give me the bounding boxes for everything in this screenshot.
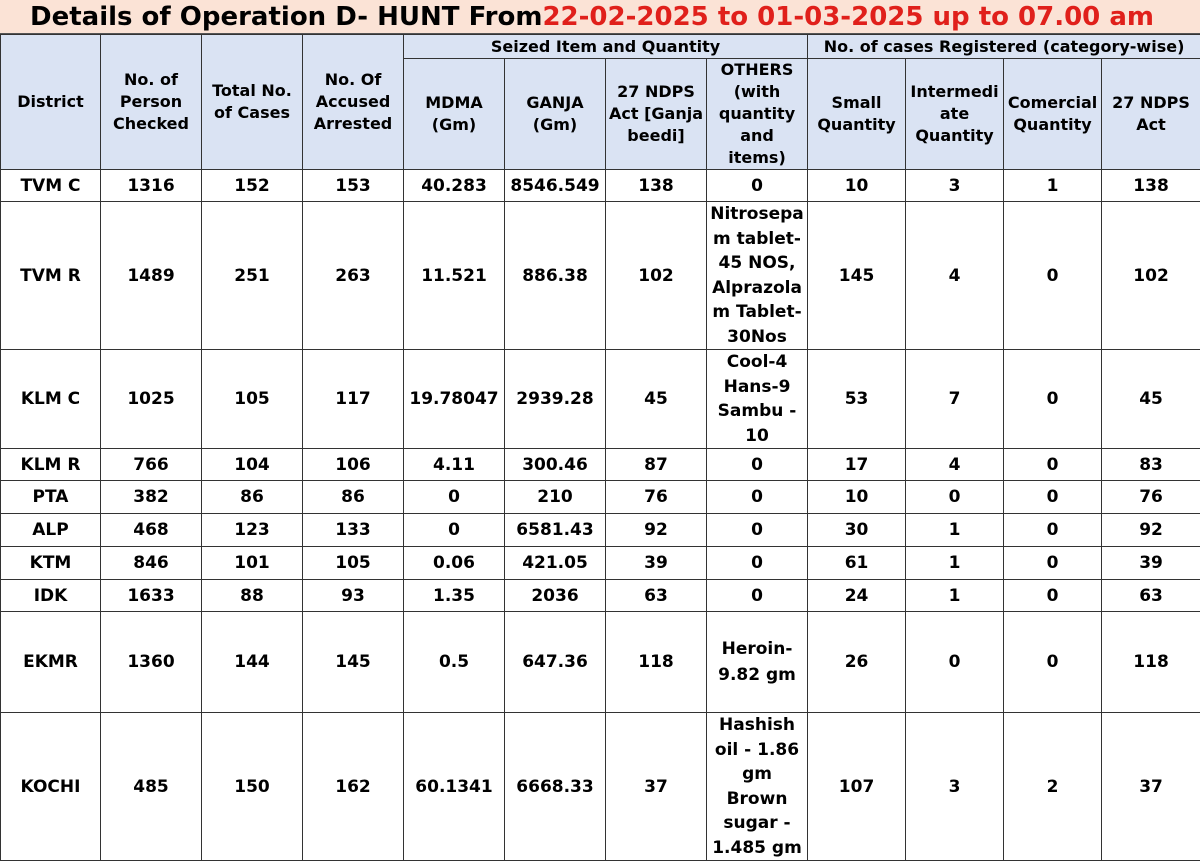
cell-others: Cool-4 Hans-9 Sambu - 10 xyxy=(707,350,808,449)
cell-others: 0 xyxy=(707,481,808,514)
cell-ganja: 6581.43 xyxy=(505,514,606,547)
cell-small: 30 xyxy=(808,514,906,547)
cell-intermediate: 1 xyxy=(906,547,1004,580)
cell-district: PTA xyxy=(1,481,101,514)
cell-commercial: 0 xyxy=(1004,449,1102,481)
cell-commercial: 1 xyxy=(1004,170,1102,202)
cell-ndps: 76 xyxy=(1102,481,1200,514)
cell-beedi: 138 xyxy=(606,170,707,202)
cell-district: KLM C xyxy=(1,350,101,449)
cell-beedi: 37 xyxy=(606,713,707,861)
table-row xyxy=(1,514,1200,547)
cell-mdma: 0.06 xyxy=(404,547,505,580)
table-row xyxy=(1,580,1200,612)
report-title xyxy=(0,0,1200,34)
cell-intermediate: 0 xyxy=(906,481,1004,514)
cell-mdma: 0 xyxy=(404,514,505,547)
cell-persons: 1316 xyxy=(101,170,202,202)
cell-arrested: 93 xyxy=(303,580,404,612)
cell-district: EKMR xyxy=(1,612,101,713)
cell-others: Hashish oil - 1.86 gm Brown sugar - 1.485 gm xyxy=(707,713,808,861)
cell-cases: 150 xyxy=(202,713,303,861)
cell-small: 10 xyxy=(808,170,906,202)
cell-beedi: 63 xyxy=(606,580,707,612)
cell-persons: 1633 xyxy=(101,580,202,612)
cell-persons: 468 xyxy=(101,514,202,547)
cell-arrested: 133 xyxy=(303,514,404,547)
cell-small: 107 xyxy=(808,713,906,861)
cell-arrested: 263 xyxy=(303,202,404,350)
cell-intermediate: 4 xyxy=(906,202,1004,350)
table-row xyxy=(1,481,1200,514)
cell-mdma: 4.11 xyxy=(404,449,505,481)
cell-mdma: 40.283 xyxy=(404,170,505,202)
cell-commercial: 2 xyxy=(1004,713,1102,861)
cell-ganja: 886.38 xyxy=(505,202,606,350)
cell-ndps: 83 xyxy=(1102,449,1200,481)
cell-beedi: 92 xyxy=(606,514,707,547)
cell-commercial: 0 xyxy=(1004,547,1102,580)
cell-small: 61 xyxy=(808,547,906,580)
cell-intermediate: 3 xyxy=(906,713,1004,861)
cell-cases: 144 xyxy=(202,612,303,713)
cell-district: KTM xyxy=(1,547,101,580)
cell-cases: 105 xyxy=(202,350,303,449)
cell-ganja: 421.05 xyxy=(505,547,606,580)
cell-intermediate: 4 xyxy=(906,449,1004,481)
header-cases-group: No. of cases Registered (category-wise) xyxy=(808,35,1200,59)
cell-others: Nitrosepa m tablet- 45 NOS, Alprazola m Tablet- 30Nos xyxy=(707,202,808,350)
table-row xyxy=(1,612,1200,713)
cell-ganja: 8546.549 xyxy=(505,170,606,202)
cell-beedi: 118 xyxy=(606,612,707,713)
cell-ndps: 39 xyxy=(1102,547,1200,580)
cell-ndps: 138 xyxy=(1102,170,1200,202)
cell-intermediate: 3 xyxy=(906,170,1004,202)
cell-arrested: 162 xyxy=(303,713,404,861)
cell-ndps: 45 xyxy=(1102,350,1200,449)
cell-commercial: 0 xyxy=(1004,514,1102,547)
cell-cases: 251 xyxy=(202,202,303,350)
cell-arrested: 86 xyxy=(303,481,404,514)
header-commercial: Comercial Quantity xyxy=(1004,59,1102,170)
cell-commercial: 0 xyxy=(1004,202,1102,350)
cell-others: 0 xyxy=(707,580,808,612)
table-row xyxy=(1,713,1200,861)
header-intermediate: Intermedi ate Quantity xyxy=(906,59,1004,170)
cell-ganja: 300.46 xyxy=(505,449,606,481)
cell-ganja: 2036 xyxy=(505,580,606,612)
cell-small: 24 xyxy=(808,580,906,612)
cell-beedi: 76 xyxy=(606,481,707,514)
header-persons-checked: No. of Person Checked xyxy=(101,35,202,170)
cell-district: ALP xyxy=(1,514,101,547)
cell-persons: 485 xyxy=(101,713,202,861)
cell-commercial: 0 xyxy=(1004,350,1102,449)
cell-cases: 101 xyxy=(202,547,303,580)
cell-cases: 104 xyxy=(202,449,303,481)
table-row xyxy=(1,547,1200,580)
cell-district: IDK xyxy=(1,580,101,612)
cell-mdma: 0.5 xyxy=(404,612,505,713)
cell-beedi: 45 xyxy=(606,350,707,449)
header-ndps-act: 27 NDPS Act xyxy=(1102,59,1200,170)
cell-small: 53 xyxy=(808,350,906,449)
cell-arrested: 117 xyxy=(303,350,404,449)
cell-cases: 123 xyxy=(202,514,303,547)
cell-ganja: 647.36 xyxy=(505,612,606,713)
header-small: Small Quantity xyxy=(808,59,906,170)
cell-cases: 86 xyxy=(202,481,303,514)
header-accused-arrested: No. Of Accused Arrested xyxy=(303,35,404,170)
table-row xyxy=(1,202,1200,350)
cell-ndps: 92 xyxy=(1102,514,1200,547)
cell-others: 0 xyxy=(707,170,808,202)
header-seized-group: Seized Item and Quantity xyxy=(404,35,808,59)
header-ndps-beedi: 27 NDPS Act [Ganja beedi] xyxy=(606,59,707,170)
header-others: OTHERS (with quantity and items) xyxy=(707,59,808,170)
cell-others: 0 xyxy=(707,449,808,481)
cell-small: 10 xyxy=(808,481,906,514)
cell-arrested: 145 xyxy=(303,612,404,713)
cell-mdma: 19.78047 xyxy=(404,350,505,449)
cell-ganja: 210 xyxy=(505,481,606,514)
cell-small: 17 xyxy=(808,449,906,481)
cell-ganja: 2939.28 xyxy=(505,350,606,449)
header-ganja: GANJA (Gm) xyxy=(505,59,606,170)
cell-beedi: 102 xyxy=(606,202,707,350)
cell-commercial: 0 xyxy=(1004,580,1102,612)
table-row xyxy=(1,170,1200,202)
cell-cases: 152 xyxy=(202,170,303,202)
cell-persons: 382 xyxy=(101,481,202,514)
cell-ndps: 37 xyxy=(1102,713,1200,861)
header-district: District xyxy=(1,35,101,170)
cell-mdma: 0 xyxy=(404,481,505,514)
cell-commercial: 0 xyxy=(1004,481,1102,514)
cell-mdma: 1.35 xyxy=(404,580,505,612)
cell-others: 0 xyxy=(707,547,808,580)
cell-mdma: 60.1341 xyxy=(404,713,505,861)
cell-persons: 1025 xyxy=(101,350,202,449)
cell-commercial: 0 xyxy=(1004,612,1102,713)
operation-table xyxy=(0,34,1200,861)
cell-district: TVM R xyxy=(1,202,101,350)
cell-small: 26 xyxy=(808,612,906,713)
title-date-range: 22-02-2025 to 01-03-2025 up to 07.00 am xyxy=(542,2,1154,32)
header-total-cases: Total No. of Cases xyxy=(202,35,303,170)
cell-persons: 1360 xyxy=(101,612,202,713)
header-mdma: MDMA (Gm) xyxy=(404,59,505,170)
cell-arrested: 153 xyxy=(303,170,404,202)
cell-intermediate: 1 xyxy=(906,580,1004,612)
cell-intermediate: 7 xyxy=(906,350,1004,449)
cell-beedi: 87 xyxy=(606,449,707,481)
cell-cases: 88 xyxy=(202,580,303,612)
cell-district: TVM C xyxy=(1,170,101,202)
cell-district: KLM R xyxy=(1,449,101,481)
cell-ndps: 118 xyxy=(1102,612,1200,713)
cell-arrested: 105 xyxy=(303,547,404,580)
cell-others: 0 xyxy=(707,514,808,547)
cell-ganja: 6668.33 xyxy=(505,713,606,861)
cell-small: 145 xyxy=(808,202,906,350)
cell-ndps: 63 xyxy=(1102,580,1200,612)
cell-district: KOCHI xyxy=(1,713,101,861)
title-prefix: Details of Operation D- HUNT From xyxy=(30,2,542,32)
cell-intermediate: 1 xyxy=(906,514,1004,547)
cell-arrested: 106 xyxy=(303,449,404,481)
table-row xyxy=(1,449,1200,481)
cell-beedi: 39 xyxy=(606,547,707,580)
cell-mdma: 11.521 xyxy=(404,202,505,350)
cell-intermediate: 0 xyxy=(906,612,1004,713)
cell-persons: 766 xyxy=(101,449,202,481)
cell-others: Heroin- 9.82 gm xyxy=(707,612,808,713)
cell-persons: 846 xyxy=(101,547,202,580)
cell-ndps: 102 xyxy=(1102,202,1200,350)
cell-persons: 1489 xyxy=(101,202,202,350)
table-row xyxy=(1,350,1200,449)
